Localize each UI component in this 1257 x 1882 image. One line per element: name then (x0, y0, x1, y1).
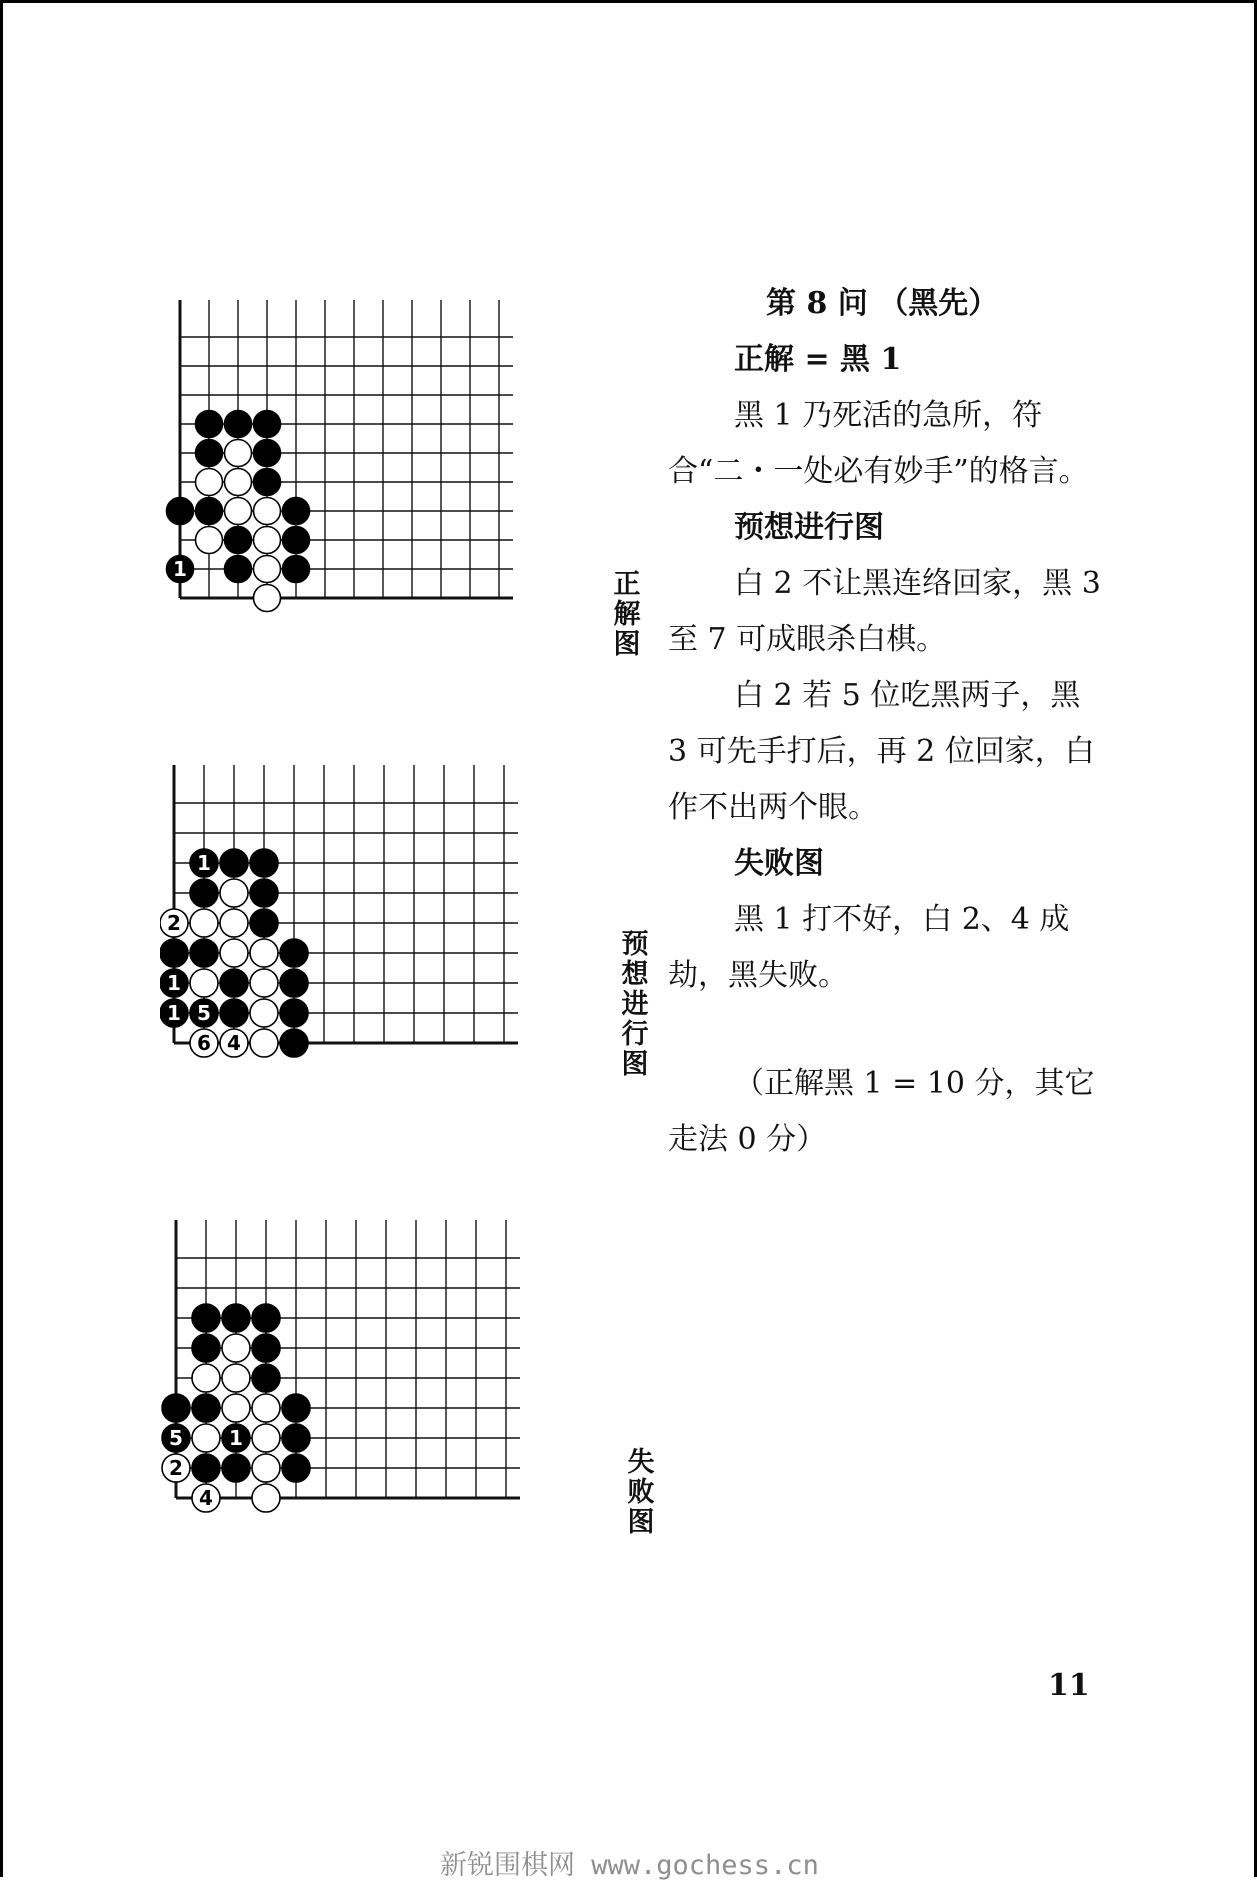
stone-disc (254, 585, 281, 612)
board-expected-svg (160, 765, 610, 1115)
black-stone (222, 1424, 250, 1452)
stone-disc (225, 469, 252, 496)
stone-disc (280, 969, 308, 997)
black-stone (225, 411, 252, 438)
stones (167, 411, 310, 612)
stone-disc (254, 498, 281, 525)
white-stone (252, 1424, 280, 1452)
black-stone (220, 849, 248, 877)
expected-body-1: 白 2 不让黑连络回家，黑 3 至 7 可成眼杀白棋。 (668, 566, 1101, 657)
white-stone (252, 1454, 280, 1482)
black-stone (254, 411, 281, 438)
text-column (668, 276, 1108, 1168)
black-stone (160, 999, 188, 1027)
white-stone (254, 556, 281, 583)
black-stone (280, 939, 308, 967)
black-stone (225, 556, 252, 583)
stone-disc (280, 939, 308, 967)
stone-disc (196, 411, 223, 438)
stone-disc (220, 999, 248, 1027)
black-stone (282, 1394, 310, 1422)
black-stone (282, 1454, 310, 1482)
move-number: 1 (229, 1426, 243, 1450)
label-failure-diagram: 失败图 (627, 1447, 655, 1538)
white-stone (250, 1029, 278, 1057)
failure-body: 黑 1 打不好，白 2、4 成劫，黑失败。 (668, 902, 1070, 993)
stone-disc (225, 498, 252, 525)
stone-disc (254, 556, 281, 583)
stone-disc (190, 909, 218, 937)
stone-disc (220, 939, 248, 967)
white-stone (254, 527, 281, 554)
stone-disc (252, 1424, 280, 1452)
stone-disc (254, 469, 281, 496)
stone-disc (222, 1334, 250, 1362)
move-number: 4 (199, 1486, 213, 1510)
stone-disc (283, 527, 310, 554)
black-stone (283, 527, 310, 554)
stone-disc (225, 411, 252, 438)
black-stone (160, 939, 188, 967)
stone-disc (254, 527, 281, 554)
black-stone (196, 440, 223, 467)
board-correct-svg (160, 300, 610, 690)
black-stone (192, 1334, 220, 1362)
white-stone (160, 909, 188, 937)
stone-disc (282, 1424, 310, 1452)
white-stone (220, 939, 248, 967)
black-stone (254, 469, 281, 496)
black-stone (250, 879, 278, 907)
page-number: 11 (1048, 1668, 1090, 1703)
black-stone (252, 1304, 280, 1332)
white-stone (162, 1454, 190, 1482)
correct-body: 黑 1 乃死活的急所，符合“二・一处必有妙手”的格言。 (668, 398, 1089, 489)
stone-disc (220, 879, 248, 907)
stone-disc (252, 1394, 280, 1422)
white-stone (250, 999, 278, 1027)
black-stone (162, 1394, 190, 1422)
white-stone (222, 1394, 250, 1422)
stone-disc (252, 1334, 280, 1362)
stone-disc (282, 1394, 310, 1422)
stone-disc (222, 1454, 250, 1482)
white-stone (225, 498, 252, 525)
white-stone (190, 969, 218, 997)
black-stone (160, 969, 188, 997)
black-stone (283, 556, 310, 583)
white-stone (222, 1334, 250, 1362)
black-stone (280, 969, 308, 997)
move-number: 4 (227, 1031, 241, 1055)
stone-disc (250, 909, 278, 937)
white-stone (220, 1029, 248, 1057)
board-correct-diagram (160, 300, 610, 690)
stone-disc (250, 879, 278, 907)
stone-disc (192, 1334, 220, 1362)
stones (160, 849, 308, 1057)
black-stone (192, 1394, 220, 1422)
failure-heading: 失败图 (734, 846, 824, 881)
problem-title: 第 8 问 （黑先） (766, 286, 999, 321)
move-number: 5 (169, 1426, 183, 1450)
black-stone (280, 1029, 308, 1057)
black-stone (167, 498, 194, 525)
stone-disc (282, 1454, 310, 1482)
black-stone (225, 527, 252, 554)
move-number: 1 (167, 971, 181, 995)
white-stone (196, 527, 223, 554)
black-stone (250, 909, 278, 937)
black-stone (196, 411, 223, 438)
stone-disc (162, 1394, 190, 1422)
stone-disc (283, 498, 310, 525)
black-stone (222, 1304, 250, 1332)
move-number: 5 (197, 1001, 211, 1025)
watermark: 新锐围棋网 www.gochess.cn (440, 1850, 819, 1881)
stone-disc (252, 1454, 280, 1482)
white-stone (250, 969, 278, 997)
stone-disc (220, 969, 248, 997)
stone-disc (222, 1364, 250, 1392)
stone-disc (222, 1394, 250, 1422)
black-stone (190, 999, 218, 1027)
move-number: 2 (169, 1456, 183, 1480)
stone-disc (192, 1394, 220, 1422)
black-stone (222, 1454, 250, 1482)
stone-disc (167, 498, 194, 525)
white-stone (222, 1364, 250, 1392)
black-stone (252, 1364, 280, 1392)
move-number: 1 (197, 851, 211, 875)
correct-heading: 正解 = 黑 1 (734, 342, 902, 377)
stone-disc (280, 1029, 308, 1057)
white-stone (192, 1364, 220, 1392)
label-expected-diagram: 预想进行图 (621, 929, 649, 1080)
stone-disc (190, 939, 218, 967)
white-stone (254, 498, 281, 525)
stone-disc (222, 1304, 250, 1332)
move-number: 1 (167, 1001, 181, 1025)
black-stone (254, 440, 281, 467)
stone-disc (250, 1029, 278, 1057)
white-stone (190, 909, 218, 937)
white-stone (192, 1424, 220, 1452)
white-stone (192, 1484, 220, 1512)
stone-disc (190, 969, 218, 997)
move-number: 6 (197, 1031, 211, 1055)
black-stone (252, 1334, 280, 1362)
black-stone (282, 1424, 310, 1452)
stone-disc (220, 909, 248, 937)
score-note: （正解黑 1 = 10 分，其它走法 0 分） (668, 1066, 1095, 1157)
white-stone (250, 939, 278, 967)
stone-disc (160, 939, 188, 967)
black-stone (250, 849, 278, 877)
expected-body-2: 白 2 若 5 位吃黑两子，黑 3 可先手打后，再 2 位回家，白作不出两个眼。 (668, 678, 1095, 825)
white-stone (190, 1029, 218, 1057)
stone-disc (196, 498, 223, 525)
black-stone (220, 969, 248, 997)
black-stone (192, 1454, 220, 1482)
stone-disc (283, 556, 310, 583)
black-stone (190, 879, 218, 907)
board-expected-diagram (160, 765, 610, 1115)
white-stone (220, 909, 248, 937)
stone-disc (225, 440, 252, 467)
stone-disc (192, 1304, 220, 1332)
black-stone (190, 849, 218, 877)
move-number: 1 (173, 557, 187, 581)
stone-disc (192, 1424, 220, 1452)
stone-disc (192, 1364, 220, 1392)
black-stone (190, 939, 218, 967)
black-stone (280, 999, 308, 1027)
stone-disc (280, 999, 308, 1027)
stones (162, 1304, 310, 1512)
board-failure-svg (160, 1220, 610, 1570)
stone-disc (254, 440, 281, 467)
expected-heading: 预想进行图 (734, 510, 884, 545)
black-stone (162, 1424, 190, 1452)
board-failure-diagram (160, 1220, 610, 1570)
black-stone (167, 556, 194, 583)
stone-disc (250, 939, 278, 967)
black-stone (283, 498, 310, 525)
white-stone (225, 440, 252, 467)
stone-disc (196, 527, 223, 554)
white-stone (220, 879, 248, 907)
stone-disc (250, 849, 278, 877)
stone-disc (220, 849, 248, 877)
black-stone (192, 1304, 220, 1332)
label-correct-diagram: 正解图 (613, 569, 641, 660)
white-stone (254, 585, 281, 612)
stone-disc (225, 556, 252, 583)
white-stone (196, 469, 223, 496)
move-number: 2 (167, 911, 181, 935)
stone-disc (192, 1454, 220, 1482)
white-stone (252, 1484, 280, 1512)
stone-disc (190, 879, 218, 907)
black-stone (196, 498, 223, 525)
black-stone (220, 999, 248, 1027)
stone-disc (252, 1484, 280, 1512)
stone-disc (250, 969, 278, 997)
stone-disc (252, 1304, 280, 1332)
stone-disc (252, 1364, 280, 1392)
stone-disc (196, 440, 223, 467)
white-stone (225, 469, 252, 496)
stone-disc (254, 411, 281, 438)
white-stone (252, 1394, 280, 1422)
stone-disc (225, 527, 252, 554)
stone-disc (250, 999, 278, 1027)
stone-disc (196, 469, 223, 496)
